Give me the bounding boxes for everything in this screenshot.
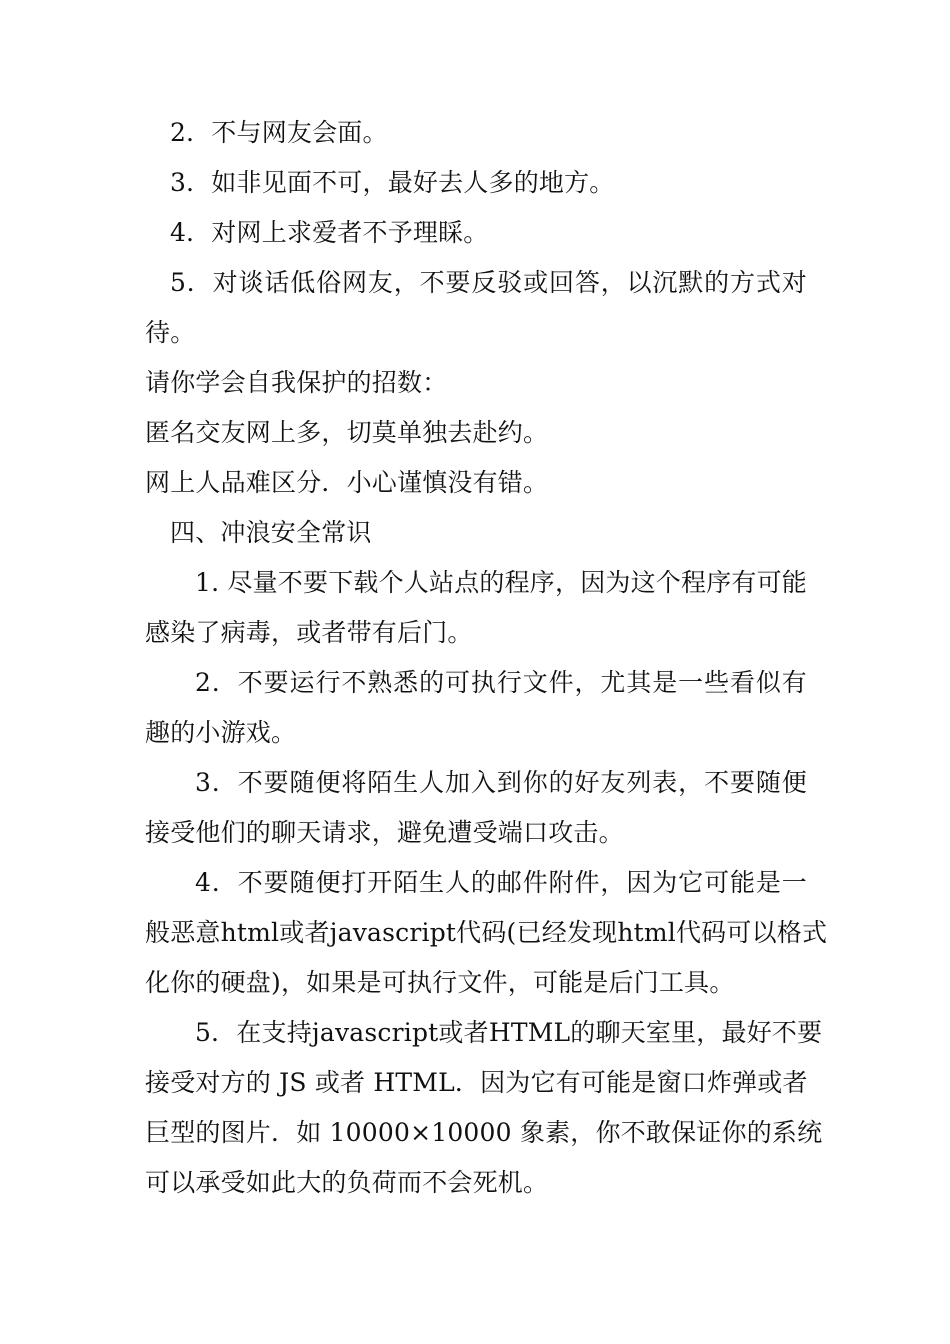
list-item-2: 2．不与网友会面。 xyxy=(170,118,388,147)
surf-tip-4-end: 化你的硬盘)，如果是可执行文件，可能是后门工具。 xyxy=(145,968,735,997)
list-item-5: 5．对谈话低俗网友，不要反驳或回答，以沉默的方式对 xyxy=(170,268,807,297)
section-heading: 四、冲浪安全常识 xyxy=(170,518,372,547)
rhyme-line-2: 网上人品难区分．小心谨慎没有错。 xyxy=(145,468,549,497)
surf-tip-5-continued-2: 巨型的图片．如 10000×10000 象素，你不敢保证你的系统 xyxy=(145,1118,823,1147)
surf-tip-5: 5．在支持javascript或者HTML的聊天室里，最好不要 xyxy=(195,1018,823,1047)
surf-tip-1: 1. 尽量不要下载个人站点的程序，因为这个程序有可能 xyxy=(195,568,808,597)
rhyme-intro: 请你学会自我保护的招数： xyxy=(145,368,448,397)
rhyme-line-1: 匿名交友网上多，切莫单独去赴约。 xyxy=(145,418,549,447)
surf-tip-1-continued: 感染了病毒，或者带有后门。 xyxy=(145,618,473,647)
surf-tip-3-continued: 接受他们的聊天请求，避免遭受端口攻击。 xyxy=(145,818,624,847)
surf-tip-5-end: 可以承受如此大的负荷而不会死机。 xyxy=(145,1168,549,1197)
surf-tip-5-continued: 接受对方的 JS 或者 HTML．因为它有可能是窗口炸弹或者 xyxy=(145,1068,808,1097)
surf-tip-4: 4．不要随便打开陌生人的邮件附件，因为它可能是一 xyxy=(195,868,807,897)
list-item-4: 4．对网上求爱者不予理睬。 xyxy=(170,218,489,247)
surf-tip-3: 3．不要随便将陌生人加入到你的好友列表，不要随便 xyxy=(195,768,807,797)
surf-tip-4-continued: 般恶意html或者javascript代码(已经发现html代码可以格式 xyxy=(145,918,828,947)
list-item-3: 3．如非见面不可，最好去人多的地方。 xyxy=(170,168,615,197)
surf-tip-2: 2．不要运行不熟悉的可执行文件，尤其是一些看似有 xyxy=(195,668,807,697)
surf-tip-2-continued: 趣的小游戏。 xyxy=(145,718,297,747)
list-item-5-continued: 待。 xyxy=(145,318,196,347)
